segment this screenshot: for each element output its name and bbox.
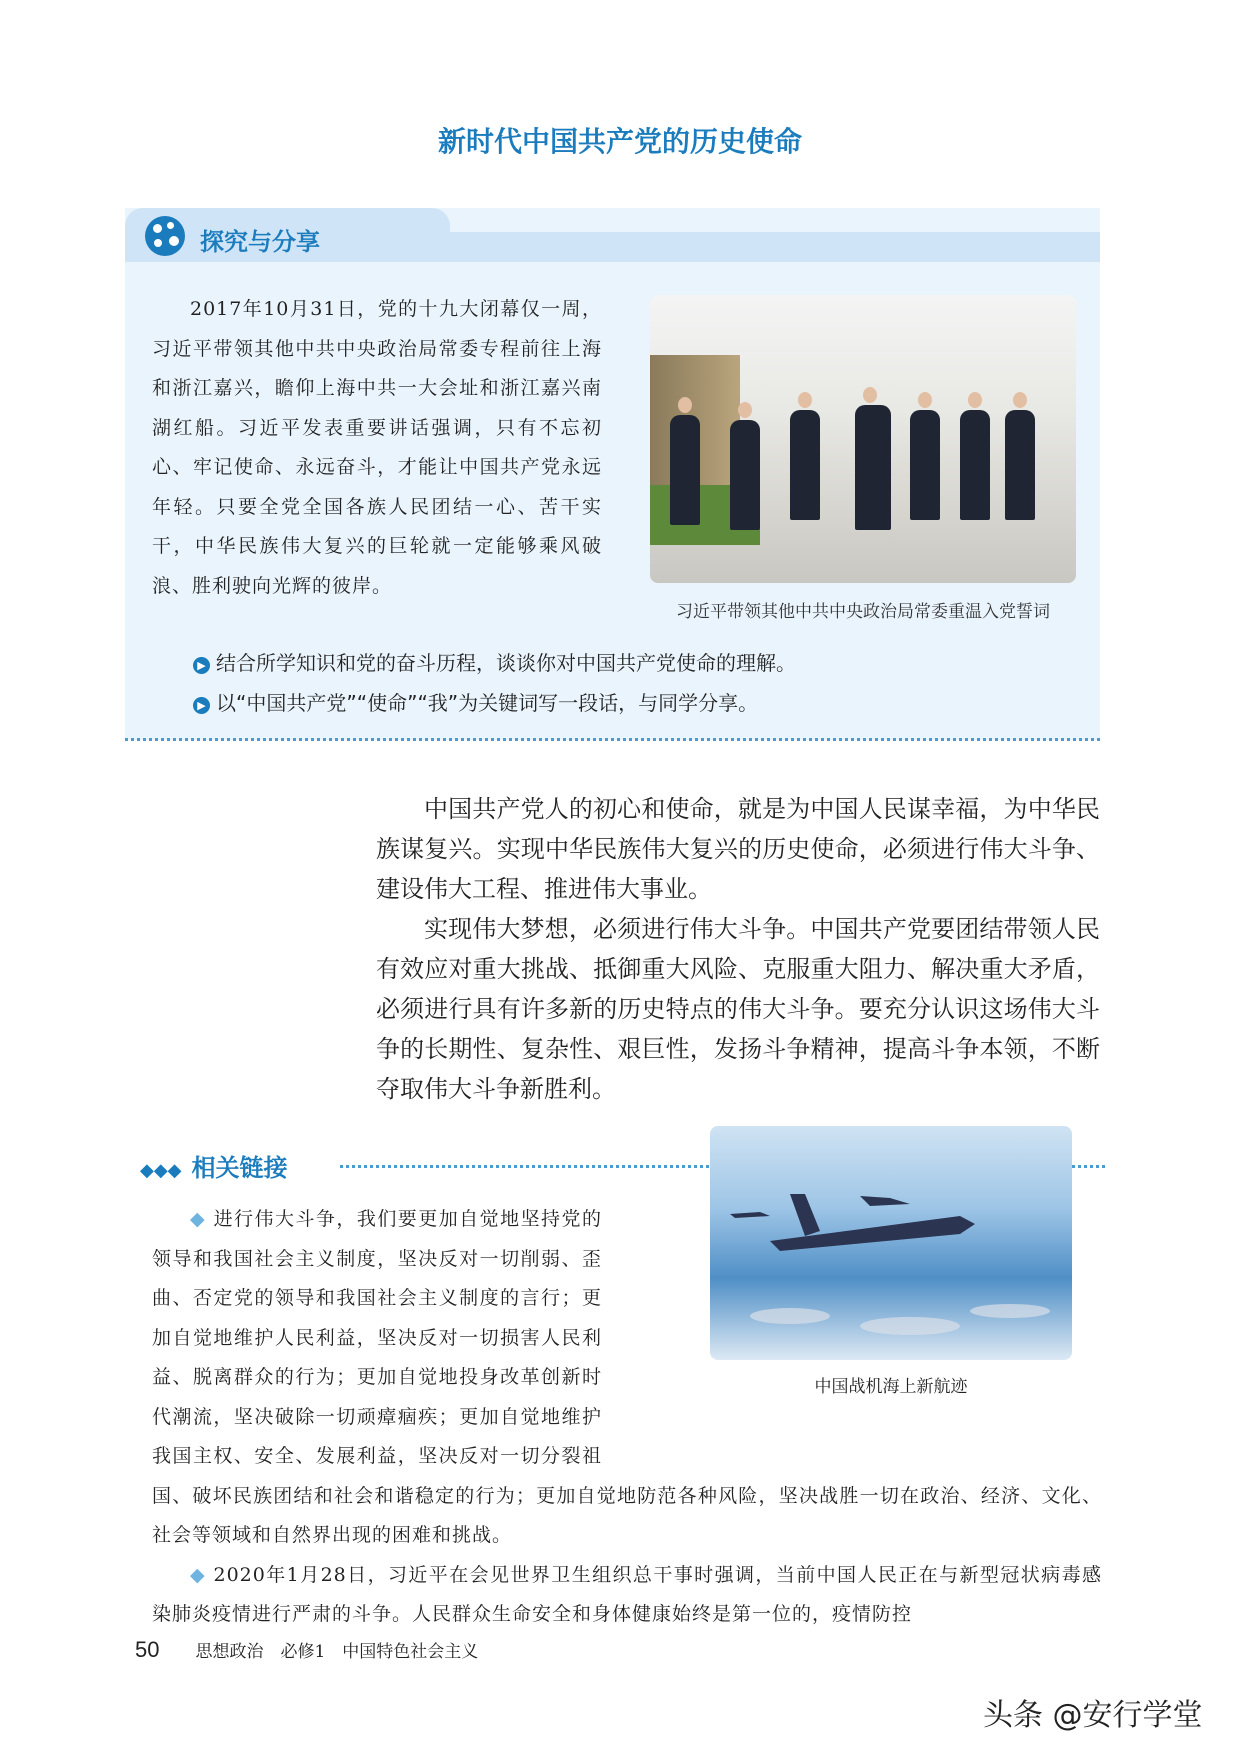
related-heading-text: 相关链接 — [191, 1154, 288, 1182]
related-text — [152, 1200, 1102, 1635]
related-item-text: 2020年1月28日，习近平在会见世界卫生组织总干事时强调，当前中国人民正在与新型冠状病毒感染肺炎疫情进行严肃的斗争。人民群众生命安全和身体健康始终是第一位的，疫情防控 — [152, 1563, 1102, 1625]
arrow-bullet-icon: ▶ — [193, 657, 210, 674]
section-title: 新时代中国共产党的历史使命 — [437, 125, 802, 158]
oath-photo — [650, 295, 1076, 583]
question-text: 以“中国共产党”“使命”“我”为关键词写一段话，与同学分享。 — [216, 691, 759, 715]
explore-heading: 探究与分享 — [200, 228, 320, 256]
photo-caption: 习近平带领其他中共中央政治局常委重温入党誓词 — [676, 602, 1050, 622]
photo-caption: 中国战机海上新航迹 — [814, 1377, 968, 1397]
related-item-text: 进行伟大斗争，我们要更加自觉地坚持党的领导和我国社会主义制度，坚决反对一切削弱、歪曲、否定党的领导和我国社会主义制度的言行；更加自觉地维护人民利益，坚决反对一切损害人民利益、脱离群众的行为；更加自觉地投身改革创新时代潮流，坚决破除一切顽瘴痼疾；更加自觉地维护我国主权、安全、发展利益，坚决反对一切分裂祖国、破坏民族团结和社会和谐稳定的行为；更加自觉地防范各种风险，坚决战胜一切在政治、经济、文化、社会等领域和自然界出现的困难和挑战。 — [152, 1208, 1102, 1546]
book-title: 思想政治 必修1 中国特色社会主义 — [195, 1642, 479, 1662]
question-1 — [193, 647, 796, 676]
page-number: 50 — [135, 1637, 160, 1662]
main-paragraph: 实现伟大梦想，必须进行伟大斗争。中国共产党要团结带领人民有效应对重大挑战、抵御重大风险、克服重大阻力、解决重大矛盾，必须进行具有许多新的历史特点的伟大斗争。要充分认识这场伟大斗争的长期性、复杂性、艰巨性，发扬斗争精神，提高斗争本领，不断夺取伟大斗争新胜利。 — [376, 915, 1100, 1103]
question-text: 结合所学知识和党的奋斗历程，谈谈你对中国共产党使命的理解。 — [216, 651, 796, 675]
dotted-divider — [125, 738, 1100, 741]
explore-paragraph — [152, 290, 602, 606]
diamond-bullets-icon: ◆◆◆ — [140, 1160, 182, 1181]
arrow-bullet-icon: ▶ — [193, 697, 210, 714]
float-spacer — [602, 1200, 1102, 1440]
main-text — [376, 789, 1100, 1109]
film-reel-icon — [145, 216, 185, 256]
diamond-icon: ◆ — [190, 1208, 207, 1230]
diamond-icon: ◆ — [190, 1563, 207, 1586]
page-footer — [135, 1637, 478, 1663]
explore-text: 2017年10月31日，党的十九大闭幕仅一周，习近平带领其他中共中央政治局常委专程前往上海和浙江嘉兴，瞻仰上海中共一大会址和浙江嘉兴南湖红船。习近平发表重要讲话强调，只有不忘初心、牢记使命、永远奋斗，才能让中国共产党永远年轻。只要全党全国各族人民团结一心、苦干实干，中华民族伟大复兴的巨轮就一定能够乘风破浪、胜利驶向光辉的彼岸。 — [152, 298, 602, 597]
main-paragraph: 中国共产党人的初心和使命，就是为中国人民谋幸福，为中华民族谋复兴。实现中华民族伟大复兴的历史使命，必须进行伟大斗争、建设伟大工程、推进伟大事业。 — [376, 795, 1100, 903]
watermark: 头条 @安行学堂 — [983, 1698, 1203, 1733]
related-item — [152, 1556, 1102, 1635]
question-2 — [193, 687, 758, 716]
related-heading — [140, 1148, 296, 1183]
